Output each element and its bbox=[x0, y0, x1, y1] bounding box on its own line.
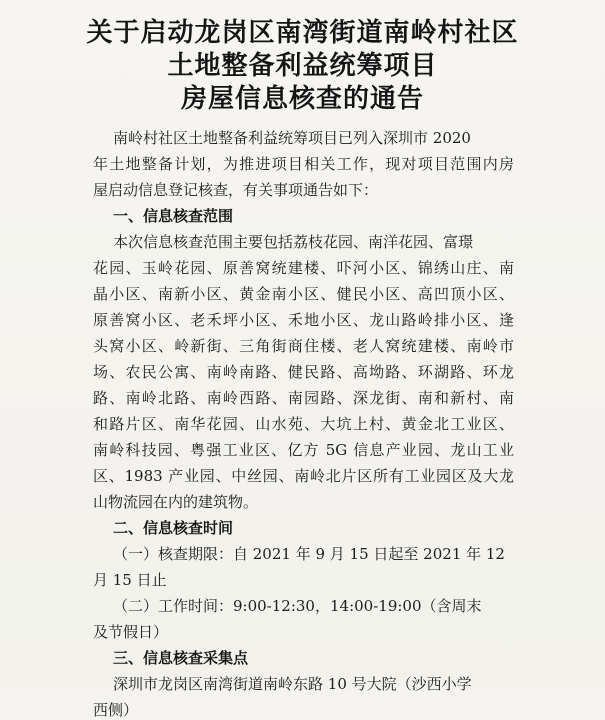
section-2-line-3: （二）工作时间：9:00-12:30，14:00-19:00（含周末 bbox=[113, 597, 482, 615]
notice-title-line-1: 关于启动龙岗区南湾街道南岭村社区 bbox=[86, 18, 519, 48]
section-1-line-9: 南岭科技园、粤强工业区、亿方 5G 信息产业园、龙山工业 bbox=[93, 441, 514, 459]
section-2-line-2: 月 15 日止 bbox=[93, 571, 167, 589]
section-3-line-2: 西侧） bbox=[93, 701, 139, 719]
section-1-line-4: 原善窝小区、老禾坪小区、禾地小区、龙山路岭排小区、逢 bbox=[93, 311, 514, 329]
section-1-line-8: 和路片区、南华花园、山水苑、大坑上村、黄金北工业区、 bbox=[93, 415, 514, 433]
section-1-line-6: 场、农民公寓、南岭南路、健民路、高坳路、环湖路、环龙 bbox=[93, 363, 514, 381]
section-3-line-1: 深圳市龙岗区南湾街道南岭东路 10 号大院（沙西小学 bbox=[113, 675, 472, 693]
section-1-line-11: 山物流园在内的建筑物。 bbox=[93, 493, 259, 511]
section-2-line-1: （一）核查期限：自 2021 年 9 月 15 日起至 2021 年 12 bbox=[113, 545, 505, 563]
notice-title-line-3: 房屋信息核查的通告 bbox=[180, 84, 424, 114]
notice-title-line-2: 土地整备利益统筹项目 bbox=[167, 51, 438, 81]
intro-line-2: 年土地整备计划，为推进项目相关工作，现对项目范围内房 bbox=[93, 155, 514, 173]
intro-line-1: 南岭村社区土地整备利益统筹项目已列入深圳市 2020 bbox=[113, 129, 471, 147]
section-1-line-3: 晶小区、南新小区、黄金南小区、健民小区、高凹顶小区、 bbox=[93, 285, 514, 303]
intro-line-3: 屋启动信息登记核查，有关事项通告如下： bbox=[93, 181, 379, 199]
section-1-line-1: 本次信息核查范围主要包括荔枝花园、南洋花园、富璟 bbox=[113, 233, 474, 251]
section-1-line-10: 区、1983 产业园、中丝园、南岭北片区所有工业园区及大龙 bbox=[93, 467, 514, 485]
section-3-heading: 三、信息核查采集点 bbox=[113, 649, 249, 667]
section-1-heading: 一、信息核查范围 bbox=[113, 207, 234, 225]
section-2-line-4: 及节假日） bbox=[93, 623, 169, 641]
section-1-line-7: 路、南岭北路、南岭西路、南园路、深龙街、南和新村、南 bbox=[93, 389, 514, 407]
section-1-line-2: 花园、玉岭花园、原善窝统建楼、吓河小区、锦绣山庄、南 bbox=[93, 259, 514, 277]
section-1-line-5: 头窝小区、岭新街、三角街商住楼、老人窝统建楼、南岭市 bbox=[93, 337, 514, 355]
section-2-heading: 二、信息核查时间 bbox=[113, 519, 234, 537]
